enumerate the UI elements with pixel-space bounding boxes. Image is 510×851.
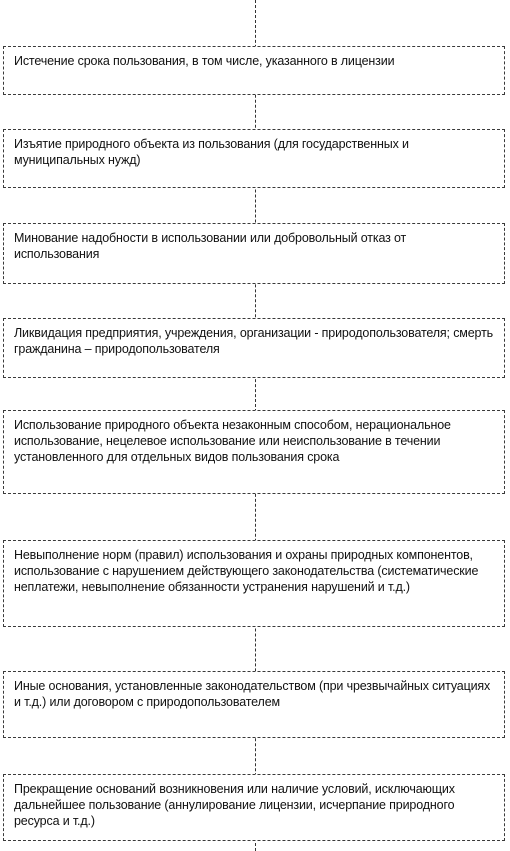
basis-text-6: Невыполнение норм (правил) использования и охраны природных компонентов, использование с нарушением действующего законодательства (систематические неплатежи, невыполнение обязанности устранения нарушений и т.д.): [14, 548, 479, 594]
basis-box-2: [3, 129, 505, 188]
basis-box-5: [3, 410, 505, 494]
basis-text-2: Изъятие природного объекта из пользования (для государственных и муниципальных нужд): [14, 137, 409, 167]
basis-text-5: Использование природного объекта незаконным способом, нерациональное использование, нецелевое использование или неиспользование в течении установленного для отдельных видов пользования срока: [14, 418, 451, 464]
basis-text-8: Прекращение оснований возникновения или наличие условий, исключающих дальнейшее пользование (аннулирование лицензии, исчерпание природного ресурса и т.д.): [14, 782, 455, 828]
basis-box-8: [3, 774, 505, 841]
basis-box-7: [3, 671, 505, 738]
basis-box-3: [3, 223, 505, 284]
basis-text-7: Иные основания, установленные законодательством (при чрезвычайных ситуациях и т.д.) или договором с природопользователем: [14, 679, 491, 709]
basis-box-4: [3, 318, 505, 378]
basis-text-1: Истечение срока пользования, в том числе, указанного в лицензии: [14, 54, 395, 68]
basis-text-3: Минование надобности в использовании или добровольный отказ от использования: [14, 231, 407, 261]
basis-box-1: [3, 46, 505, 95]
basis-box-6: [3, 540, 505, 627]
basis-text-4: Ликвидация предприятия, учреждения, организации - природопользователя; смерть гражданина – природопользователя: [14, 326, 494, 356]
